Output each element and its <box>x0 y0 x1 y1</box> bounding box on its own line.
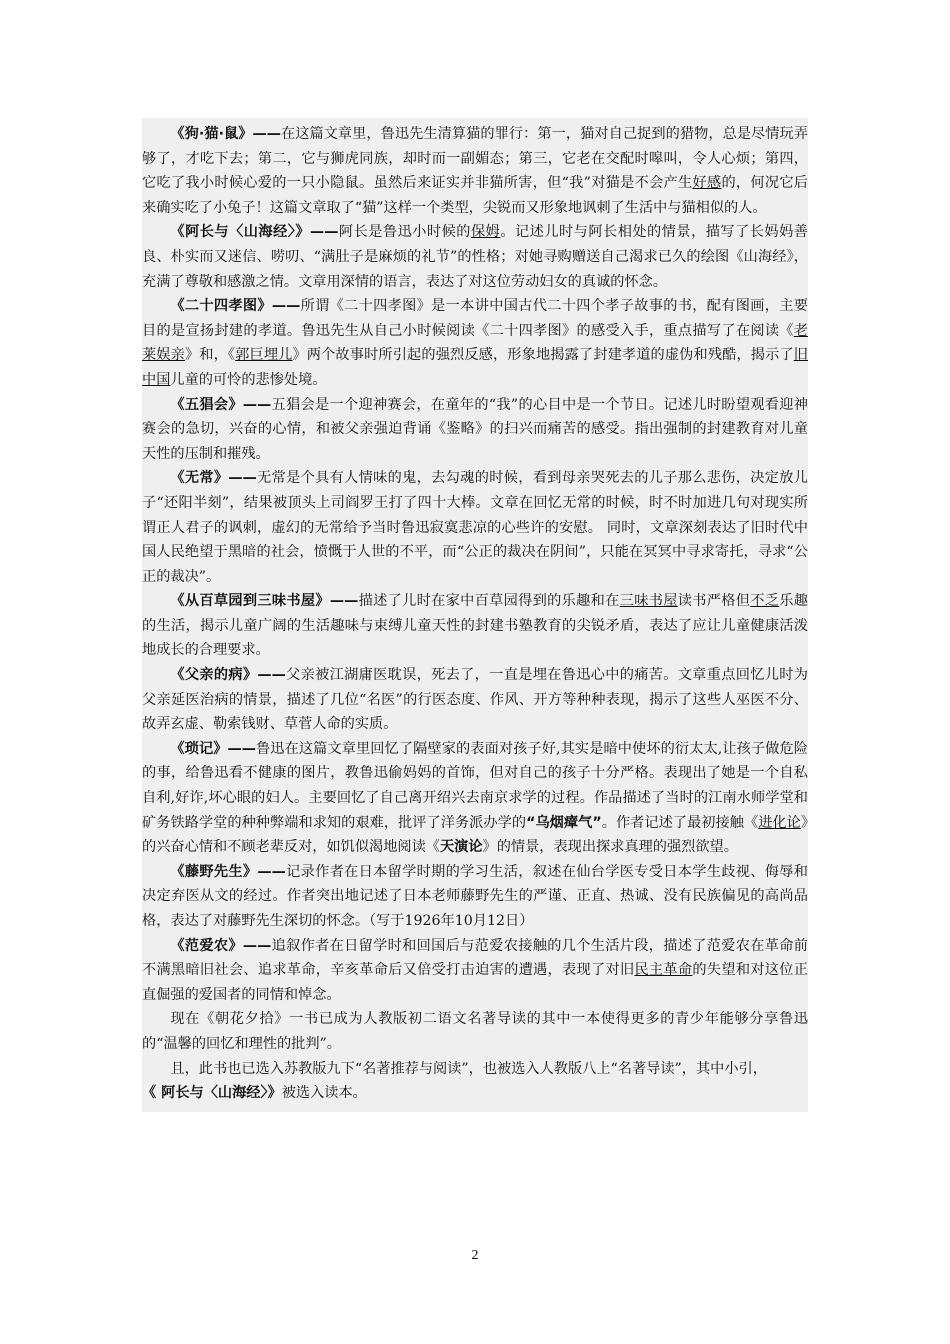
essay-title: 《阿长与〈山海经〉》—— <box>170 224 339 241</box>
paragraph-text: 》和，《 <box>184 347 236 364</box>
paragraph-wuchang <box>142 466 808 589</box>
underlined-term: 民主革命 <box>634 962 693 979</box>
paragraph-text: 描述了儿时在家中百草园得到的乐趣和在 <box>358 593 620 610</box>
paragraph-text: 。作者记述了最初接触《 <box>601 814 759 831</box>
document-body <box>142 118 808 1112</box>
paragraph-text: 被选入读本。 <box>281 1085 367 1102</box>
paragraph-filial-piety <box>142 294 808 392</box>
paragraph-wuchang-fair <box>142 393 808 467</box>
paragraph-a-chang <box>142 220 808 294</box>
paragraph-textbook-1 <box>142 1007 808 1056</box>
paragraph-fujino <box>142 860 808 934</box>
paragraph-text: 鲁迅在这篇文章里回忆了隔壁家的表面对孩子好,其实是暗中使坏的衍太太,让孩子做危险的事，给鲁迅看不健康的图片，教鲁迅偷妈妈的首饰，但对自己的孩子十分严格。表现出了她是一个自私自利,好诈,坏心眼的妇人。主要回忆了自己离开绍兴去南京求学的过程。作品描述了当时的江南水师学堂和矿务铁路学堂的种种弊端和求知的艰难，批评了洋务派办学的 <box>142 740 808 831</box>
underlined-term: 进化论 <box>758 814 801 831</box>
essay-title: 《父亲的病》—— <box>170 667 286 684</box>
paragraph-text: 的失望和对这位正直倔强的爱国者的同情和悼念。 <box>142 962 808 1003</box>
paragraph-text: 》的情景，表现出探求真理的强烈欲望。 <box>482 839 738 856</box>
bold-term: 天演论 <box>439 839 483 856</box>
paragraph-text: 追叙作者在日留学时和回国后与范爱农接触的几个生活片段，描述了范爱农在革命前不满黑暗旧社会、追求革命，辛亥革命后又倍受打击迫害的遭遇，表现了对旧 <box>142 937 808 979</box>
essay-title: 《藤野先生》—— <box>170 863 286 880</box>
essay-title: 《二十四孝图》—— <box>170 298 301 315</box>
paragraph-father-illness <box>142 663 808 737</box>
essay-title: 《狗·猫·鼠》—— <box>170 126 281 142</box>
paragraph-text: 》的兴奋心情和不顾老辈反对，如饥似渴地阅读《 <box>142 814 808 856</box>
underlined-term: 老莱娱亲 <box>142 322 808 364</box>
paragraph-suoji <box>142 737 808 860</box>
paragraph-fan-ainong <box>142 934 808 1008</box>
paragraph-dog-cat-mouse <box>142 122 808 220</box>
paragraph-text: 无常是个具有人情味的鬼，去勾魂的时候，看到母亲哭死去的儿子那么悲伤，决定放儿子“还阳半刻”，结果被顶头上司阎罗王打了四十大棒。文章在回忆无常的时候，时不时加进几句对现实所谓正人君子的讽刺，虚幻的无常给予当时鲁迅寂寞悲凉的心些许的安慰。 同时，文章深刻表达了旧时代中国人民绝望于黑暗的社会，愤慨于人世的不平，而“公正的裁决在阴间”，只能在冥冥中寻求寄托，寻求“公正的裁决”。 <box>142 470 808 585</box>
paragraph-baicaoyuan <box>142 589 808 663</box>
paragraph-text: 乐趣的生活，揭示儿童广阔的生活趣味与束缚儿童天性的封建书塾教育的尖锐矛盾，表达了应让儿童健康活泼地成长的合理要求。 <box>142 593 808 659</box>
bold-term: “乌烟瘴气” <box>526 814 602 831</box>
paragraph-text: 五猖会是一个迎神赛会，在童年的“我”的心目中是一个节日。记述儿时盼望观看迎神赛会的急切，兴奋的心情，和被父亲强迫背诵《鉴略》的扫兴而痛苦的感受。指出强制的封建教育对儿童天性的压制和摧残。 <box>142 396 808 462</box>
paragraph-text: 现在《朝花夕拾》一书已成为人教版初二语文名著导读的其中一本使得更多的青少年能够分享鲁迅的“温馨的回忆和理性的批判”。 <box>142 1011 808 1052</box>
underlined-term: 不乏 <box>750 593 780 610</box>
paragraph-text: 阿长是鲁迅小时候的 <box>338 224 471 241</box>
paragraph-text: 所谓《二十四孝图》是一本讲中国古代二十四个孝子故事的书，配有图画，主要目的是宣扬封建的孝道。鲁迅先生从自己小时候阅读《二十四孝图》的感受入手，重点描写了在阅读《 <box>142 298 808 339</box>
paragraph-text: 父亲被江湖庸医耽误，死去了，一直是埋在鲁迅心中的痛苦。文章重点回忆儿时为父亲延医治病的情景，描述了几位“名医”的行医态度、作风、开方等种种表现，揭示了这些人巫医不分、故弄玄虚、勒索钱财、草菅人命的实质。 <box>142 667 808 733</box>
paragraph-text: 记录作者在日本留学时期的学习生活，叙述在仙台学医专受日本学生歧视、侮辱和决定弃医从文的经过。作者突出地记述了日本老师藤野先生的严谨、正直、热诚、没有民族偏见的高尚品格，表达了对藤野先生深切的怀念。（写于1926年10月12日） <box>142 863 808 929</box>
essay-title: 《范爱农》—— <box>170 937 272 954</box>
underlined-term: 郭巨埋儿 <box>235 347 293 364</box>
underlined-term: 三味书屋 <box>619 593 678 610</box>
essay-title: 《五猖会》—— <box>170 396 272 413</box>
paragraph-text: 。记述儿时与阿长相处的情景，描写了长妈妈善良、朴实而又迷信、唠叨、“满肚子是麻烦的礼节”的性格；对她寻购赠送自己渴求已久的绘图《山海经》，充满了尊敬和感激之情。文章用深情的语言，表达了对这位劳动妇女的真诚的怀念。 <box>142 224 808 290</box>
paragraph-text: 且，此书也已选入苏教版九下“名著推荐与阅读”，也被选入人教版八上“名著导读”，其中小引， <box>170 1060 767 1077</box>
essay-title: 《 阿长与〈山海经〉》 <box>142 1085 282 1102</box>
underlined-term: 保姆 <box>470 224 501 241</box>
paragraph-textbook-2 <box>142 1057 808 1082</box>
paragraph-text: 在这篇文章里，鲁迅先生清算猫的罪行：第一，猫对自己捉到的猎物，总是尽情玩弄够了，才吃下去；第二，它与狮虎同族，却时而一副媚态；第三，它老在交配时嗥叫，令人心烦；第四，它吃了我小时候心爱的一只小隐鼠。虽然后来证实并非猫所害，但“我”对猫是不会产生 <box>142 126 808 192</box>
page-number: 2 <box>471 1248 479 1263</box>
essay-title: 《琐记》—— <box>170 740 256 757</box>
paragraph-text: 的，何况它后来确实吃了小兔子！这篇文章取了“猫”这样一个类型，尖锐而又形象地讽刺了生活中与猫相似的人。 <box>142 175 808 216</box>
paragraph-textbook-3 <box>142 1081 808 1106</box>
underlined-term: 好感 <box>692 175 722 192</box>
paragraph-text: 》两个故事时所引起的强烈反感，形象地揭露了封建孝道的虚伪和残酷，揭示了 <box>292 347 794 364</box>
essay-title: 《无常》—— <box>170 470 257 487</box>
paragraph-text: 读书严格但 <box>677 593 751 610</box>
paragraph-text: 儿童的可怜的悲惨处境。 <box>170 371 327 388</box>
underlined-term: 旧中国 <box>142 347 808 388</box>
essay-title: 《从百草园到三味书屋》—— <box>170 593 359 610</box>
